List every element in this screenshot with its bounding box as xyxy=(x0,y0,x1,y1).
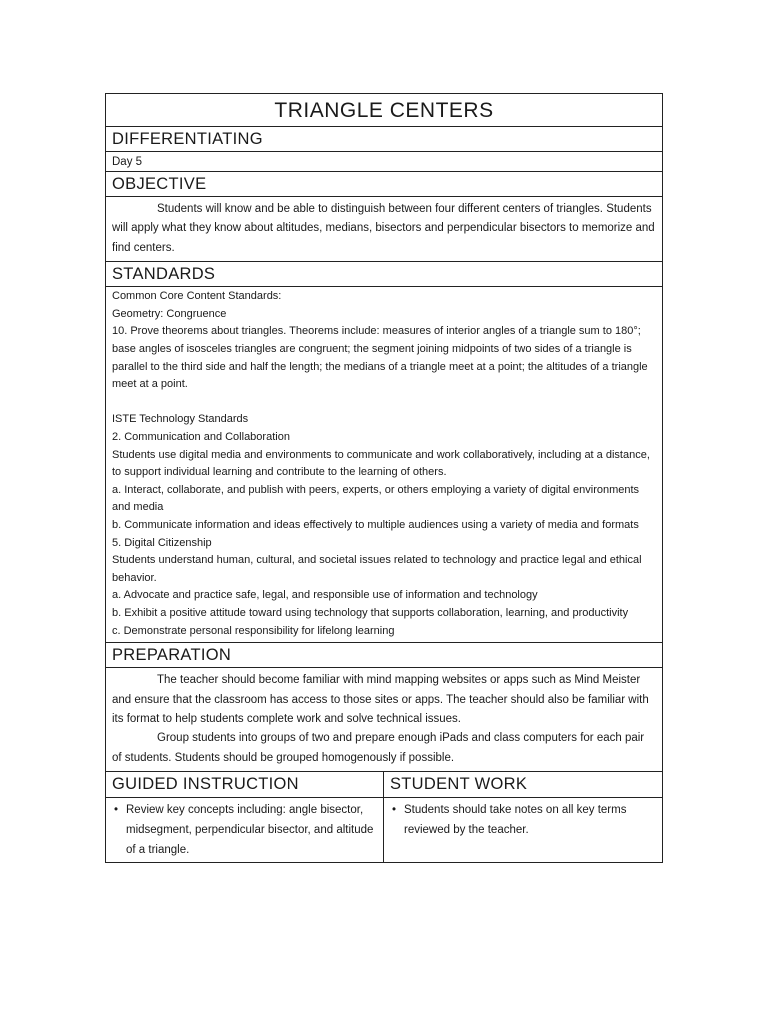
list-item-text: Review key concepts including: angle bisector, midsegment, perpendicular bisector, and altitude of a triangle. xyxy=(126,804,374,857)
guided-instruction-heading: GUIDED INSTRUCTION xyxy=(106,772,384,797)
objective-heading: OBJECTIVE xyxy=(106,172,662,197)
instruction-content-row xyxy=(106,798,662,862)
preparation-section xyxy=(106,668,662,772)
list-item xyxy=(112,800,377,860)
standards-line: Geometry: Congruence xyxy=(112,307,227,320)
preparation-paragraph: The teacher should become familiar with mind mapping websites or apps such as Mind Meister and ensure that the classroom has access to those sites or apps. The teacher should also be familiar with its format to help students complete work and solve technical issues. xyxy=(112,674,649,725)
bullet-icon: • xyxy=(392,804,397,817)
standards-section xyxy=(106,287,662,643)
differentiating-heading: DIFFERENTIATING xyxy=(106,127,662,152)
standards-line: b. Exhibit a positive attitude toward using technology that supports collaboration, learning, and productivity xyxy=(112,606,629,619)
preparation-paragraph: Group students into groups of two and prepare enough iPads and class computers for each pair of students. Students should be grouped homogenously if possible. xyxy=(112,732,645,764)
standards-line: Students use digital media and environments to communicate and work collaboratively, including at a distance, to support individual learning and contribute to the learning of others. xyxy=(112,448,650,479)
standards-line: ISTE Technology Standards xyxy=(112,413,249,426)
standards-line: a. Interact, collaborate, and publish with peers, experts, or others employing a variety of digital environments and media xyxy=(112,483,640,514)
student-work-list xyxy=(384,798,662,842)
standards-line: Common Core Content Standards: xyxy=(112,290,282,303)
list-item-text: Students should take notes on all key terms reviewed by the teacher. xyxy=(404,804,627,837)
standards-line: Students understand human, cultural, and societal issues related to technology and practice legal and ethical behavior. xyxy=(112,554,642,584)
standards-heading: STANDARDS xyxy=(106,262,662,287)
standards-line: 5. Digital Citizenship xyxy=(112,536,212,549)
student-work-heading: STUDENT WORK xyxy=(390,775,528,794)
objective-text: Students will know and be able to distinguish between four different centers of triangles. Students will apply what they know about altitudes, medians, bisectors and perpendicular bisectors to memorize and find centers. xyxy=(112,203,655,254)
standards-line: 10. Prove theorems about triangles. Theorems include: measures of interior angles of a triangle sum to 180°; base angles of isosceles triangles are congruent; the segment joining midpoints of two sides of a triangle is parallel to the third side and half the length; the medians of a triangle meet at a point; the altitudes of a triangle meet at a point. xyxy=(112,325,648,391)
standards-line: a. Advocate and practice safe, legal, and responsible use of information and technology xyxy=(112,589,538,602)
lesson-plan-table xyxy=(105,93,663,863)
guided-instruction-list xyxy=(106,798,383,862)
preparation-heading: PREPARATION xyxy=(106,643,662,668)
standards-spacer xyxy=(112,394,656,412)
instruction-headings-row xyxy=(106,772,662,798)
day-label: Day 5 xyxy=(106,152,662,172)
standards-line: 2. Communication and Collaboration xyxy=(112,430,290,443)
objective-section xyxy=(106,197,662,262)
bullet-icon: • xyxy=(114,804,119,817)
standards-line: c. Demonstrate personal responsibility for lifelong learning xyxy=(112,624,395,637)
guided-instruction-cell xyxy=(106,798,384,862)
student-work-cell xyxy=(384,798,662,862)
page-title: TRIANGLE CENTERS xyxy=(106,94,662,127)
list-item xyxy=(390,800,656,840)
standards-line: b. Communicate information and ideas effectively to multiple audiences using a variety of media and formats xyxy=(112,518,639,531)
